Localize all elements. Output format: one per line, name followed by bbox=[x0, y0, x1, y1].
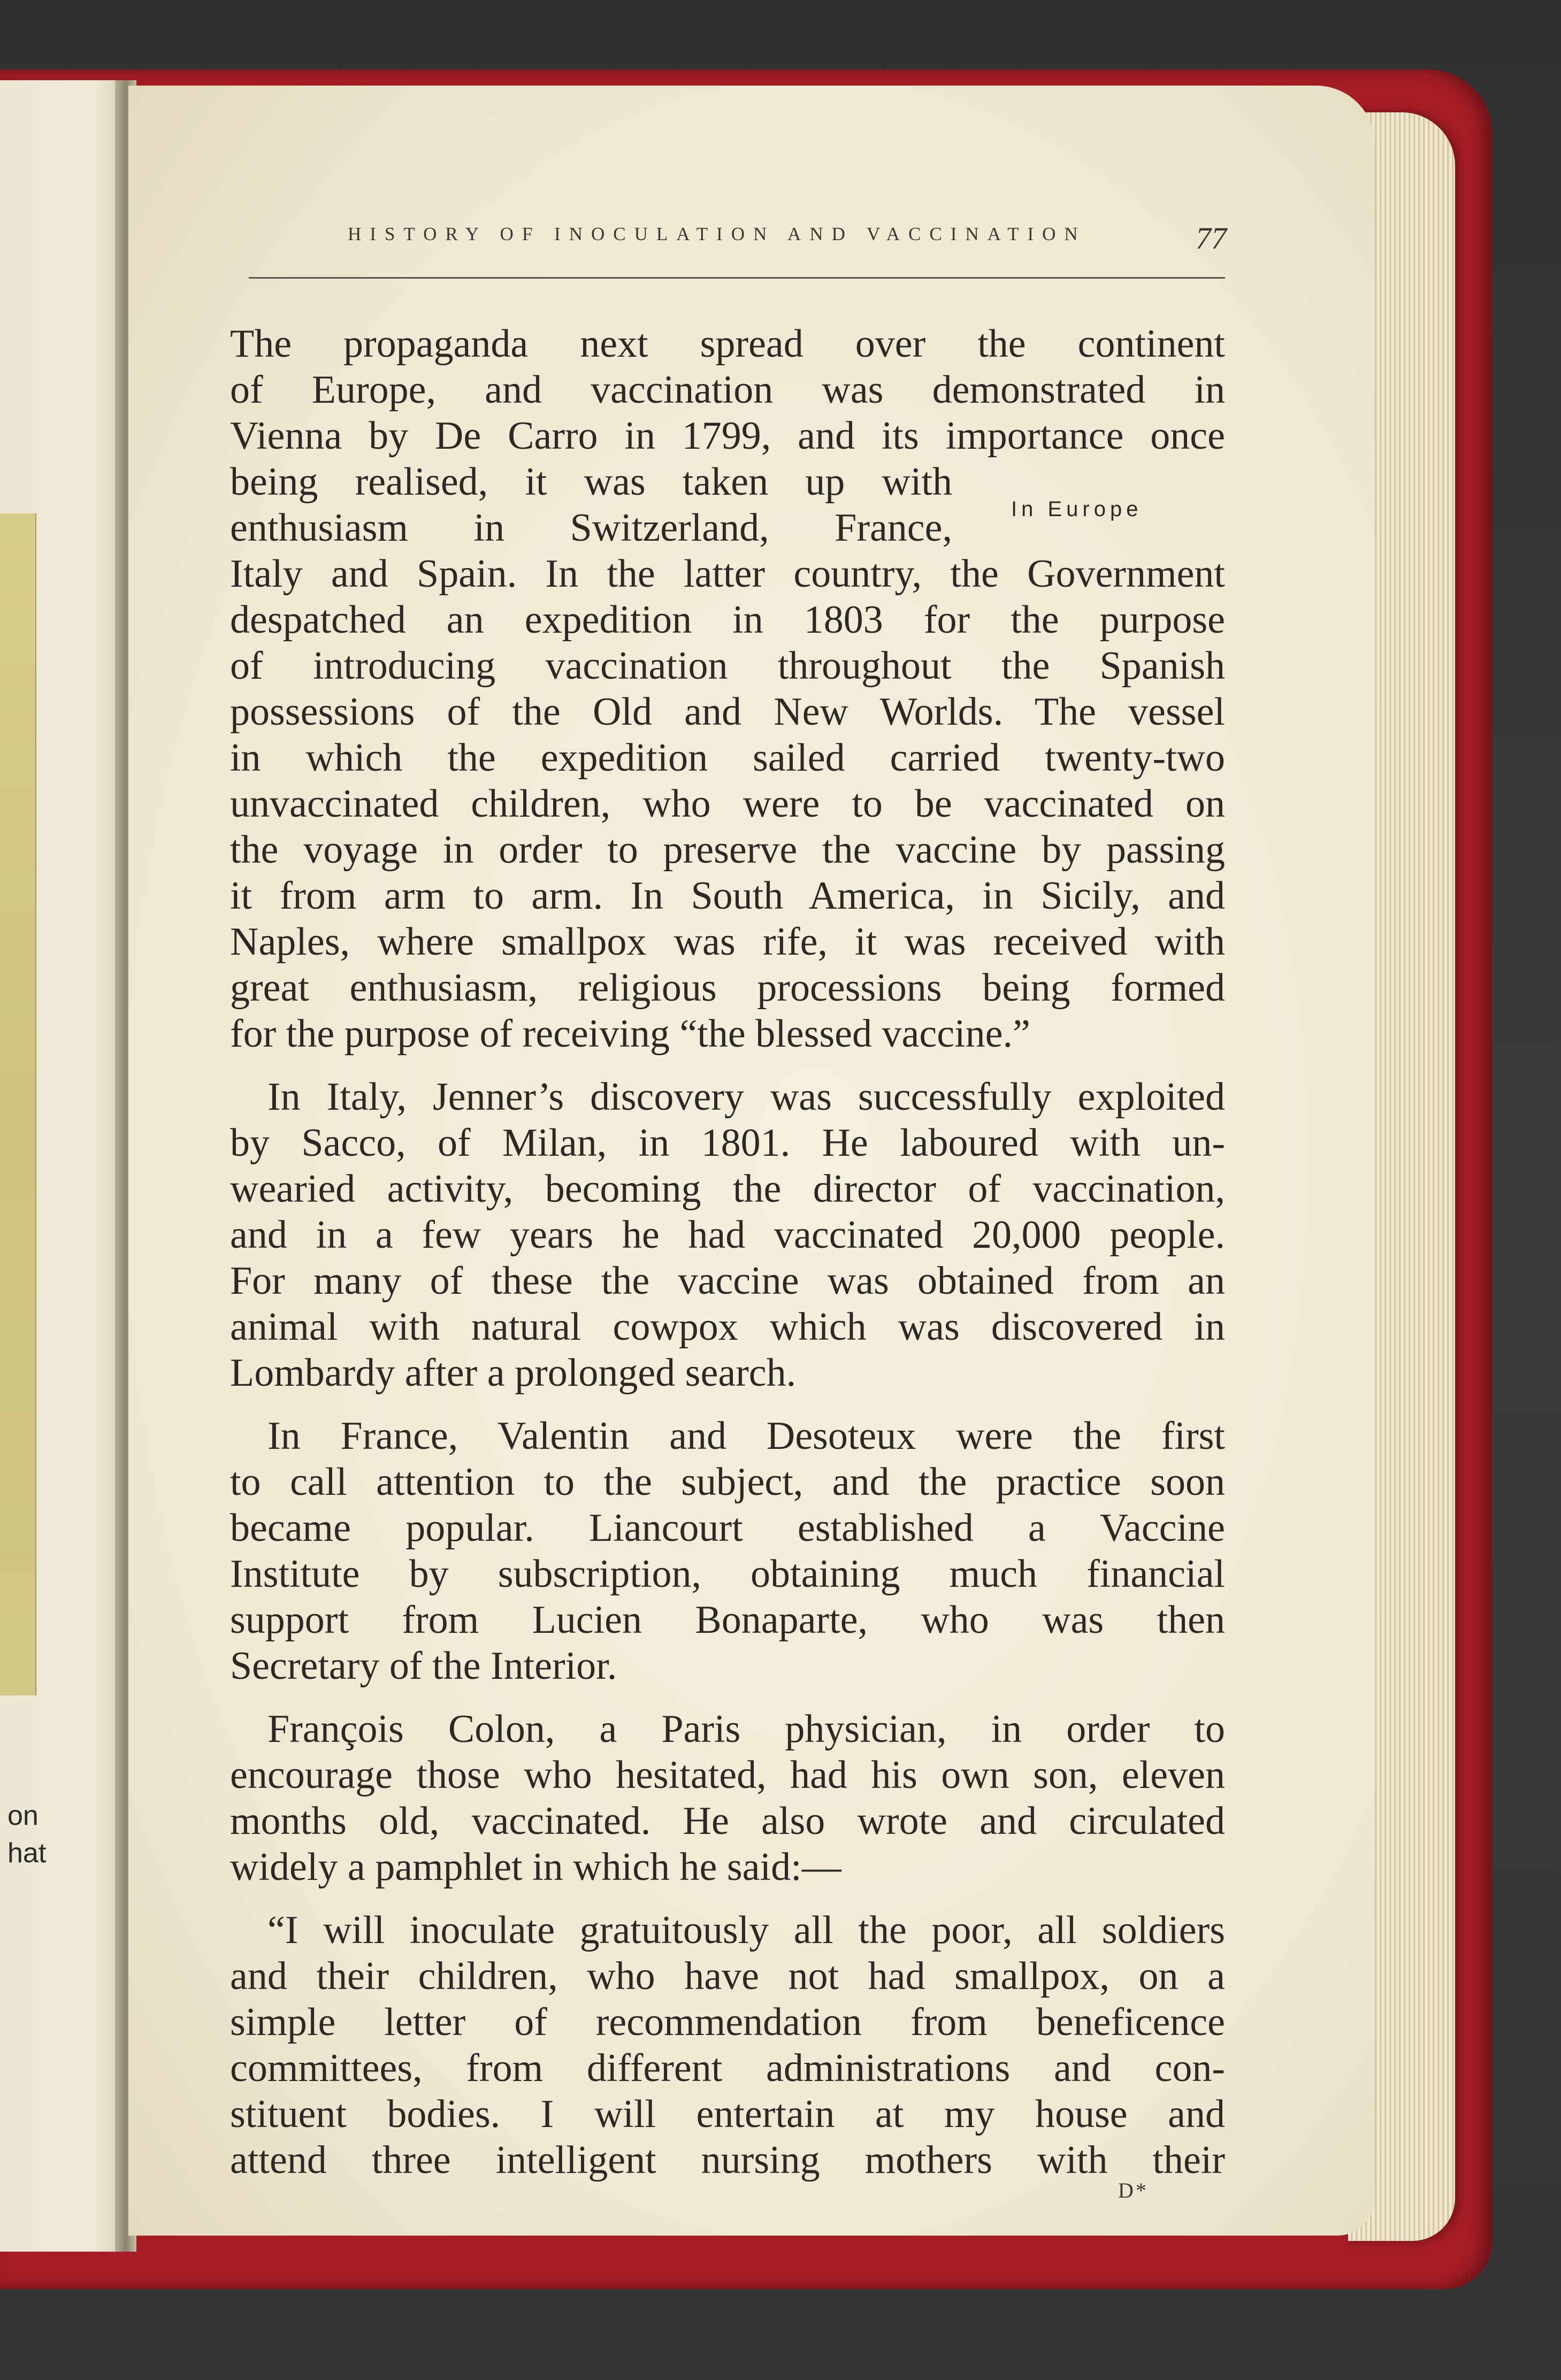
text-line: being realised, it was taken up with bbox=[230, 460, 952, 504]
text-line: for the purpose of receiving “the blessed vaccine.” bbox=[230, 1012, 1030, 1056]
text-line: the voyage in order to preserve the vaccine by passing bbox=[230, 828, 1225, 872]
text-line: enthusiasm in Switzerland, France, bbox=[230, 506, 952, 550]
left-page-caption bbox=[7, 1797, 46, 1872]
text-line: Institute by subscription, obtaining much financial bbox=[230, 1552, 1225, 1596]
text-line: of Europe, and vaccination was demonstrated in bbox=[230, 368, 1225, 412]
header-rule bbox=[249, 277, 1225, 279]
paragraph-3 bbox=[230, 1413, 1225, 1689]
left-caption-line: hat bbox=[7, 1838, 47, 1869]
text-line: and in a few years he had vaccinated 20,000 people. bbox=[230, 1213, 1225, 1257]
text-line: Lombardy after a prolonged search. bbox=[230, 1351, 797, 1395]
text-line: simple letter of recommendation from beneficence bbox=[230, 2000, 1225, 2044]
text-line: unvaccinated children, who were to be vaccinated on bbox=[230, 782, 1225, 826]
left-page-plate-image bbox=[0, 513, 36, 1695]
text-line: became popular. Liancourt established a Vaccine bbox=[230, 1506, 1225, 1550]
text-line: Naples, where smallpox was rife, it was received with bbox=[230, 920, 1225, 964]
text-line: of introducing vaccination throughout the Spanish bbox=[230, 644, 1225, 688]
text-line: despatched an expedition in 1803 for the purpose bbox=[230, 598, 1225, 642]
paragraph-4 bbox=[230, 1706, 1225, 1890]
text-line: In France, Valentin and Desoteux were the first bbox=[267, 1414, 1225, 1458]
margin-note: In Europe bbox=[1011, 497, 1143, 521]
text-line: animal with natural cowpox which was discovered in bbox=[230, 1305, 1225, 1349]
text-line: to call attention to the subject, and the practice soon bbox=[230, 1460, 1225, 1504]
text-line: In Italy, Jenner’s discovery was successfully exploited bbox=[267, 1075, 1225, 1119]
text-line: possessions of the Old and New Worlds. The vessel bbox=[230, 690, 1225, 734]
paragraph-5 bbox=[230, 1907, 1225, 2183]
text-line: stituent bodies. I will entertain at my house and bbox=[230, 2092, 1225, 2136]
text-line: Secretary of the Interior. bbox=[230, 1644, 617, 1688]
text-line: and their children, who have not had smallpox, on a bbox=[230, 1954, 1225, 1998]
text-line: committees, from different administrations and con- bbox=[230, 2046, 1225, 2090]
paragraph-2 bbox=[230, 1074, 1225, 1396]
text-line: widely a pamphlet in which he said:— bbox=[230, 1845, 841, 1889]
text-line: For many of these the vaccine was obtained from an bbox=[230, 1259, 1225, 1303]
signature-mark: D* bbox=[1118, 2178, 1149, 2202]
page-number: 77 bbox=[1196, 221, 1227, 256]
text-line: it from arm to arm. In South America, in Sicily, and bbox=[230, 874, 1225, 918]
running-head: HISTORY OF INOCULATION AND VACCINATION bbox=[348, 224, 1086, 244]
text-line: François Colon, a Paris physician, in order to bbox=[267, 1707, 1225, 1751]
left-page bbox=[0, 80, 124, 2252]
text-line: support from Lucien Bonaparte, who was then bbox=[230, 1598, 1225, 1642]
body-text bbox=[230, 321, 1225, 2183]
text-line: great enthusiasm, religious processions being formed bbox=[230, 966, 1225, 1010]
text-line: The propaganda next spread over the continent bbox=[230, 322, 1225, 366]
text-line: Vienna by De Carro in 1799, and its importance once bbox=[230, 414, 1225, 458]
text-line: attend three intelligent nursing mothers with their bbox=[230, 2138, 1225, 2182]
paragraph-1 bbox=[230, 321, 1225, 1057]
text-line: in which the expedition sailed carried twenty-two bbox=[230, 736, 1225, 780]
text-line: months old, vaccinated. He also wrote and circulated bbox=[230, 1799, 1225, 1843]
text-line: by Sacco, of Milan, in 1801. He laboured with un- bbox=[230, 1121, 1225, 1165]
text-line: encourage those who hesitated, had his own son, eleven bbox=[230, 1753, 1225, 1797]
text-line: Italy and Spain. In the latter country, the Government bbox=[230, 552, 1225, 596]
text-line: wearied activity, becoming the director of vaccination, bbox=[230, 1167, 1225, 1211]
text-line: “I will inoculate gratuitously all the poor, all soldiers bbox=[267, 1908, 1225, 1952]
left-caption-line: on bbox=[7, 1800, 39, 1831]
